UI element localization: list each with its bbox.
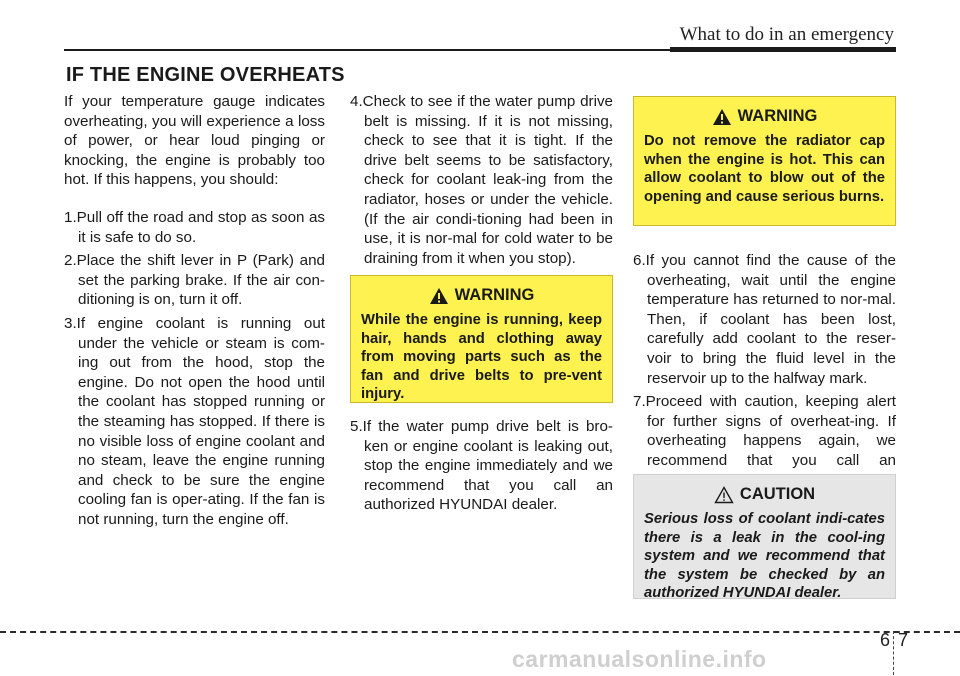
warning-heading: [644, 107, 885, 126]
caution-box: [633, 474, 896, 602]
step-3: 3.If engine coolant is running out under the vehicle or steam is com-ing out from the hood, stop the engine. Do not open the hood until the coolant has stopped running or the steaming has stopped. If there is no visible loss of engine coolant and no steam, leave the engine running and check to be sure the engine cooling fan is oper-ating. If the fan is not running, turn the engine off.: [64, 314, 325, 528]
column-2-lower: [350, 417, 613, 519]
step-7: 7.Proceed with caution, keeping alert for further signs of overheat-ing. If overheating happens again, we recommend that you call an: [633, 393, 896, 469]
warning-label: WARNING: [454, 286, 535, 304]
warning-text: Do not remove the radiator cap when the engine is hot. This can allow coolant to blow out of the opening and cause serious burns.: [644, 133, 885, 205]
page-title: IF THE ENGINE OVERHEATS: [66, 64, 345, 86]
step-2: 2.Place the shift lever in P (Park) and set the parking brake. If the air con-ditioning is on, turn it off.: [64, 252, 325, 309]
section-header: What to do in an emergency: [679, 24, 894, 45]
caution-text: Serious loss of coolant indi-cates there is a leak in the cool-ing system and we recommend that the system be checked by an authorized HYUNDAI dealer.: [644, 511, 885, 602]
intro-paragraph: If your temperature gauge indicates overheating, you will experience a loss of power, or hear loud pinging or knocking, the engine is probably too hot. If this happens, you should:: [64, 93, 325, 189]
page-number-separator: [893, 631, 894, 675]
column-2: [350, 92, 613, 272]
warning-label: WARNING: [737, 107, 818, 125]
warning-text: While the engine is running, keep hair, hands and clothing away from moving parts such as the fan and drive belts to pre-vent injury.: [361, 312, 602, 403]
footer-rule: [0, 631, 960, 633]
caution-label: CAUTION: [739, 485, 816, 503]
page-number: 7: [898, 630, 909, 650]
step-1: 1.Pull off the road and stop as soon as it is safe to do so.: [64, 208, 325, 246]
chapter-number: 6: [880, 630, 891, 650]
column-3: [633, 251, 896, 494]
watermark: carmanualsonline.info: [512, 646, 767, 672]
column-1: [64, 92, 325, 533]
header-rule-accent: [670, 47, 896, 52]
step-5: 5.If the water pump drive belt is bro-ken or engine coolant is leaking out, stop the engine immediately and we recommend that you call an authorized HYUNDAI dealer.: [350, 418, 613, 514]
warning-triangle-filled-icon: [712, 108, 732, 126]
step-6: 6.If you cannot find the cause of the overheating, wait until the engine temperature has returned to nor-mal. Then, if coolant has been lost, carefully add coolant to the reser-voir to bring the fluid level in the reservoir up to the halfway mark.: [633, 252, 896, 387]
warning-triangle-filled-icon: [429, 287, 449, 305]
warning-triangle-outline-icon: [714, 486, 734, 504]
caution-heading: [644, 485, 885, 504]
warning-box-moving-parts: [350, 275, 613, 403]
warning-box-radiator-cap: [633, 96, 896, 226]
warning-heading: [361, 286, 602, 305]
step-4: 4.Check to see if the water pump drive belt is missing. If it is not missing, check to see that it is tight. If the drive belt seems to be satisfactory, check for coolant leak-ing from the radiator, hoses or under the vehicle. (If the air condi-tioning had been in use, it is nor-mal for cold water to be draining from it when you stop).: [350, 93, 613, 267]
